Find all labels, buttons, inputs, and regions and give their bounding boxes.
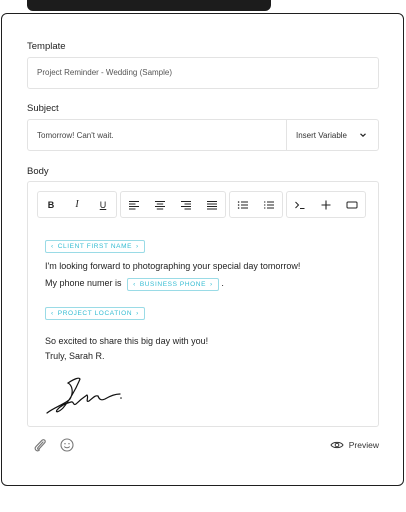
insert-variable-dropdown[interactable] [286,120,378,150]
code-icon [294,199,306,211]
insert-variable-label: Insert Variable [296,130,347,140]
eye-icon [330,438,344,452]
insert-group [286,191,366,218]
body-label: Body [27,166,49,177]
subject-field [27,119,379,151]
preview-button[interactable] [330,438,379,452]
alignment-group [120,191,226,218]
body-line-3: Truly, Sarah R. [45,351,105,361]
align-justify-button[interactable] [199,192,225,217]
chevron-right-icon: › [210,281,213,288]
italic-button[interactable]: I [75,199,79,210]
body-phone-line [45,278,224,291]
align-justify-icon [206,199,218,211]
numbered-list-button[interactable] [256,192,282,217]
align-left-button[interactable] [121,192,147,217]
insert-block-button[interactable] [339,192,365,217]
add-button[interactable] [313,192,339,217]
variable-project-location-label: PROJECT LOCATION [57,310,133,317]
chevron-left-icon: ‹ [133,281,136,288]
phone-suffix-text: . [221,278,224,288]
template-value: Project Reminder - Wedding (Sample) [37,68,173,77]
underline-button[interactable]: U [99,199,107,210]
variable-business-phone[interactable] [127,278,219,291]
emoji-icon[interactable] [59,437,75,453]
preview-label: Preview [348,440,379,450]
bulleted-list-button[interactable] [230,192,256,217]
chevron-right-icon: › [136,310,139,317]
body-line-2: So excited to share this big day with you! [45,336,209,346]
top-bar [27,0,271,11]
attachment-icon[interactable] [32,437,48,453]
formatting-toolbar [37,191,366,218]
variable-project-location[interactable] [45,307,145,320]
editor-footer [27,435,379,455]
chevron-left-icon: ‹ [51,310,54,317]
align-center-button[interactable] [147,192,173,217]
phone-prefix-text: My phone numer is [45,278,122,288]
align-right-icon [180,199,192,211]
chevron-right-icon: › [136,243,139,250]
chevron-down-icon [358,130,368,140]
chevron-left-icon: ‹ [51,243,54,250]
body-line-1: I'm looking forward to photographing your special day tomorrow! [45,261,301,271]
numbered-list-icon [263,199,275,211]
align-right-button[interactable] [173,192,199,217]
bold-button[interactable]: B [47,199,55,210]
variable-business-phone-label: BUSINESS PHONE [139,281,207,288]
variable-client-first-name-label: CLIENT FIRST NAME [57,243,133,250]
signature-image [43,375,129,417]
plus-icon [320,199,332,211]
subject-input[interactable]: Tomorrow! Can't wait. [37,131,114,140]
subject-label: Subject [27,103,59,114]
list-group [229,191,283,218]
align-center-icon [154,199,166,211]
body-editor[interactable] [27,181,379,427]
block-icon [346,199,358,211]
text-style-group [37,191,117,218]
bulleted-list-icon [237,199,249,211]
template-field[interactable] [27,57,379,89]
align-left-icon [128,199,140,211]
template-label: Template [27,41,66,52]
code-button[interactable] [287,192,313,217]
variable-client-first-name[interactable] [45,240,145,253]
